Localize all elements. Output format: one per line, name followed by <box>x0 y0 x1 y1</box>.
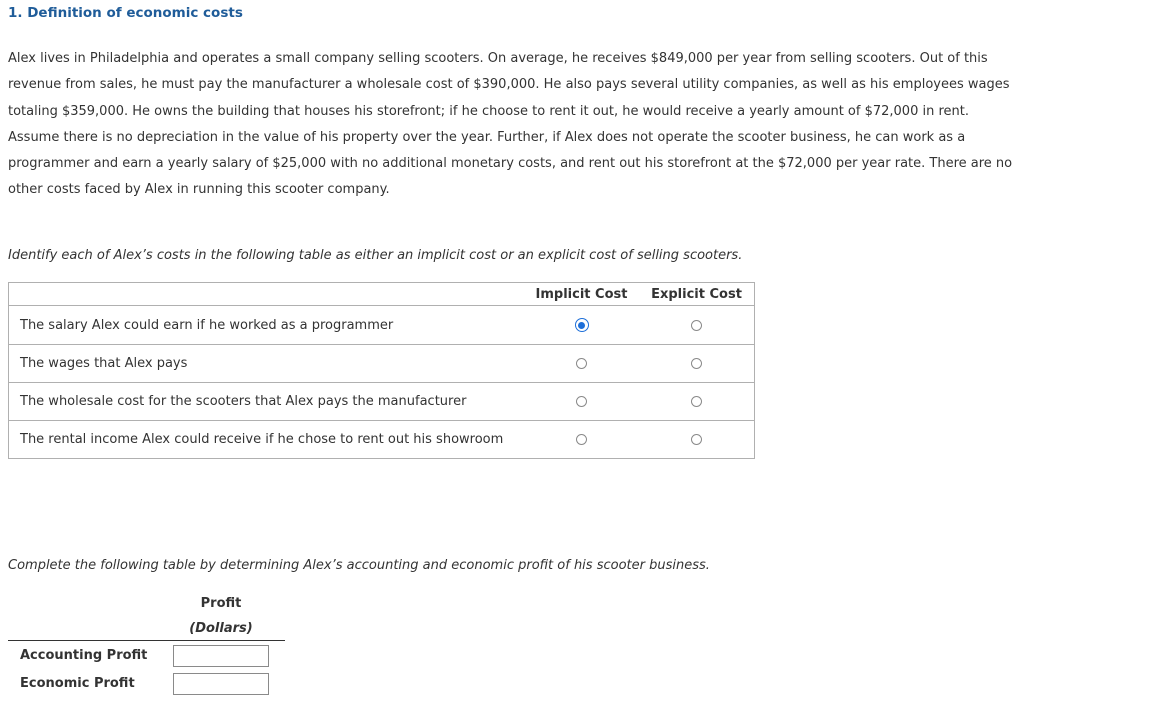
implicit-radio[interactable] <box>576 434 587 445</box>
scenario-paragraph: Alex lives in Philadelphia and operates a small company selling scooters. On average, he receives $849,000 per year from selling scooters. Out of this revenue from sales, he must pay the manufacturer a wholesale cost of $390,000. He also pays several utility companies, as well as his employees wages totaling $359,000. He owns the building that houses his storefront; if he choose to rent it out, he would receive a yearly amount of $72,000 in rent. Assume there is no depreciation in the value of his property over the year. Further, if Alex does not operate the scooter business, he can work as a programmer and earn a yearly salary of $25,000 with no additional monetary costs, and rent out his storefront at the $72,000 per year rate. There are no other costs faced by Alex in running this scooter company. <box>8 51 1013 198</box>
profit-column-header: Profit <box>200 596 242 611</box>
explicit-radio-cell <box>639 306 755 345</box>
table-row <box>9 345 755 383</box>
cost-classification-table <box>8 282 755 459</box>
explicit-radio-cell <box>639 345 755 383</box>
implicit-radio-cell <box>524 306 639 345</box>
cost-item-label: The wholesale cost for the scooters that Alex pays the manufacturer <box>9 383 525 421</box>
implicit-radio-cell <box>524 383 639 421</box>
table-row <box>9 421 755 459</box>
cost-table-blank-header <box>9 283 525 306</box>
cost-item-label: The salary Alex could earn if he worked as a programmer <box>9 306 525 345</box>
accounting-profit-input[interactable] <box>173 645 269 667</box>
explicit-radio-cell <box>639 383 755 421</box>
explicit-cost-header: Explicit Cost <box>639 283 755 306</box>
implicit-radio[interactable] <box>576 396 587 407</box>
explicit-radio[interactable] <box>691 396 702 407</box>
profit-table-instruction: Complete the following table by determining Alex’s accounting and economic profit of his scooter business. <box>8 558 710 573</box>
explicit-radio[interactable] <box>691 320 702 331</box>
table-row <box>9 383 755 421</box>
table-row <box>9 306 755 345</box>
cost-table-header-row <box>9 283 755 306</box>
cost-item-label: The rental income Alex could receive if he chose to rent out his showroom <box>9 421 525 459</box>
explicit-radio-cell <box>639 421 755 459</box>
cost-item-label: The wages that Alex pays <box>9 345 525 383</box>
cost-table-instruction: Identify each of Alex’s costs in the following table as either an implicit cost or an explicit cost of selling scooters. <box>8 248 743 263</box>
economic-profit-input[interactable] <box>173 673 269 695</box>
explicit-radio[interactable] <box>691 358 702 369</box>
implicit-cost-header: Implicit Cost <box>524 283 639 306</box>
explicit-radio[interactable] <box>691 434 702 445</box>
implicit-radio-cell <box>524 345 639 383</box>
implicit-radio[interactable] <box>576 358 587 369</box>
economic-profit-label: Economic Profit <box>20 676 135 691</box>
section-title: 1. Definition of economic costs <box>8 5 243 21</box>
accounting-profit-label: Accounting Profit <box>20 648 148 663</box>
profit-unit-header: (Dollars) <box>189 621 253 636</box>
implicit-radio-cell <box>524 421 639 459</box>
implicit-radio-selected[interactable] <box>575 318 589 332</box>
profit-table-divider <box>8 640 285 641</box>
